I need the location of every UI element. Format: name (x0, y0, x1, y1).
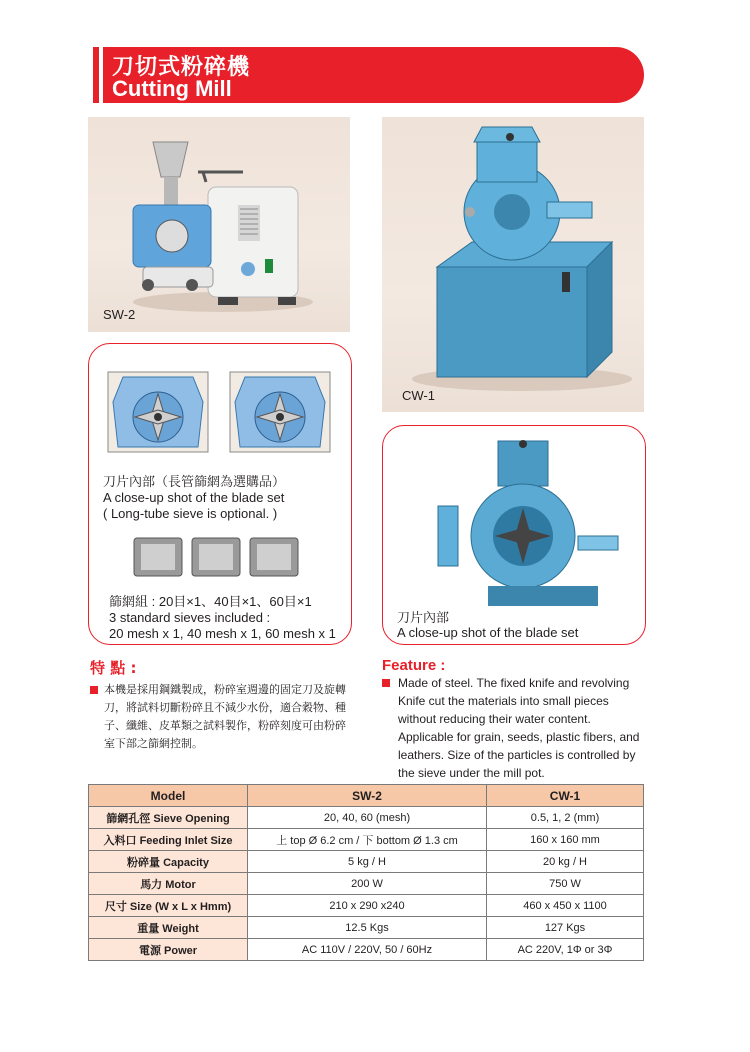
cw1-label: CW-1 (402, 388, 435, 403)
row-label: 粉碎量 Capacity (89, 851, 248, 873)
page-title-en: Cutting Mill (112, 76, 232, 101)
table-row (89, 939, 644, 961)
table-row (89, 807, 644, 829)
cell-sw2: AC 110V / 220V, 50 / 60Hz (248, 939, 487, 961)
sw2-closeup-caption-en: A close-up shot of the blade set (103, 490, 285, 505)
table-row (89, 917, 644, 939)
row-label: 尺寸 Size (W x L x Hmm) (89, 895, 248, 917)
sw2-closeup-caption-note: ( Long-tube sieve is optional. ) (103, 506, 278, 521)
bullet-icon (90, 686, 98, 694)
cell-cw1: AC 220V, 1Φ or 3Φ (487, 939, 644, 961)
row-label: 篩網孔徑 Sieve Opening (89, 807, 248, 829)
cell-sw2: 200 W (248, 873, 487, 895)
cell-cw1: 750 W (487, 873, 644, 895)
banner-stripe-gap (100, 47, 103, 103)
table-row (89, 895, 644, 917)
banner-stripe-bar (93, 47, 99, 103)
feature-heading-zh: 特 點 : (90, 659, 137, 677)
sw2-closeup-box (88, 343, 352, 645)
sieve-caption-en: 3 standard sieves included : (109, 610, 271, 625)
cell-sw2: 20, 40, 60 (mesh) (248, 807, 487, 829)
table-row (89, 873, 644, 895)
feature-zh-line: 子、纖維、皮革類之試料製作，粉碎刻度可由粉碎 (104, 719, 346, 732)
bullet-icon (382, 679, 390, 687)
row-label: 馬力 Motor (89, 873, 248, 895)
sieve-caption-mesh: 20 mesh x 1, 40 mesh x 1, 60 mesh x 1 (109, 626, 336, 641)
sieve-caption-zh: 篩網組 : 20目×1、40目×1、60目×1 (109, 594, 312, 609)
cw1-closeup-caption-en: A close-up shot of the blade set (397, 625, 579, 640)
header-cw1: CW-1 (487, 785, 644, 807)
header-sw2: SW-2 (248, 785, 487, 807)
feature-zh-text (104, 681, 374, 753)
page-title-zh: 刀切式粉碎機 (112, 55, 251, 80)
cw1-blade-closeup-image (428, 436, 628, 606)
cell-cw1: 20 kg / H (487, 851, 644, 873)
feature-zh-line: 刀，將試料切斷粉碎且不減少水份，適合穀物、種 (104, 701, 346, 714)
feature-en-line: without reducing their water content. (398, 712, 591, 726)
feature-en-line: the sieve under the mill pot. (398, 766, 545, 780)
feature-en-line: Applicable for grain, seeds, plastic fibers, and (398, 730, 640, 744)
cw1-machine-illustration (382, 117, 644, 412)
header-model: Model (89, 785, 248, 807)
cell-sw2: 12.5 Kgs (248, 917, 487, 939)
feature-en-line: Made of steel. The fixed knife and revolving (398, 676, 630, 690)
table-row (89, 851, 644, 873)
feature-heading-en: Feature : (382, 657, 446, 674)
row-label: 電源 Power (89, 939, 248, 961)
feature-en-line: leathers. Size of the particles is controlled by (398, 748, 636, 762)
table-row (89, 829, 644, 851)
feature-en-text (398, 674, 646, 782)
spec-table (88, 784, 644, 961)
sw2-machine-illustration (88, 117, 350, 332)
cw1-closeup-caption-zh: 刀片內部 (397, 610, 450, 625)
sieve-set-image (129, 534, 304, 580)
cell-sw2: 210 x 290 x240 (248, 895, 487, 917)
cell-sw2: 5 kg / H (248, 851, 487, 873)
blade-closeup-image-1 (103, 362, 213, 462)
cell-cw1: 160 x 160 mm (487, 829, 644, 851)
sw2-label: SW-2 (103, 307, 136, 322)
feature-zh-line: 室下部之篩網控制。 (104, 737, 203, 750)
table-header-row (89, 785, 644, 807)
sw2-closeup-caption-zh: 刀片內部（長管篩網為選購品） (103, 474, 286, 489)
blade-closeup-image-2 (225, 362, 335, 462)
cell-cw1: 0.5, 1, 2 (mm) (487, 807, 644, 829)
row-label: 重量 Weight (89, 917, 248, 939)
feature-zh-line: 本機是採用鋼鐵製成，粉碎室週邊的固定刀及旋轉 (104, 683, 346, 696)
cell-cw1: 460 x 450 x 1100 (487, 895, 644, 917)
sw2-photo (88, 117, 350, 332)
cw1-closeup-box (382, 425, 646, 645)
feature-en-line: Knife cut the materials into small pieces (398, 694, 609, 708)
cell-cw1: 127 Kgs (487, 917, 644, 939)
cw1-photo (382, 117, 644, 412)
row-label: 入料口 Feeding Inlet Size (89, 829, 248, 851)
cell-sw2: 上 top Ø 6.2 cm / 下 bottom Ø 1.3 cm (248, 829, 487, 851)
